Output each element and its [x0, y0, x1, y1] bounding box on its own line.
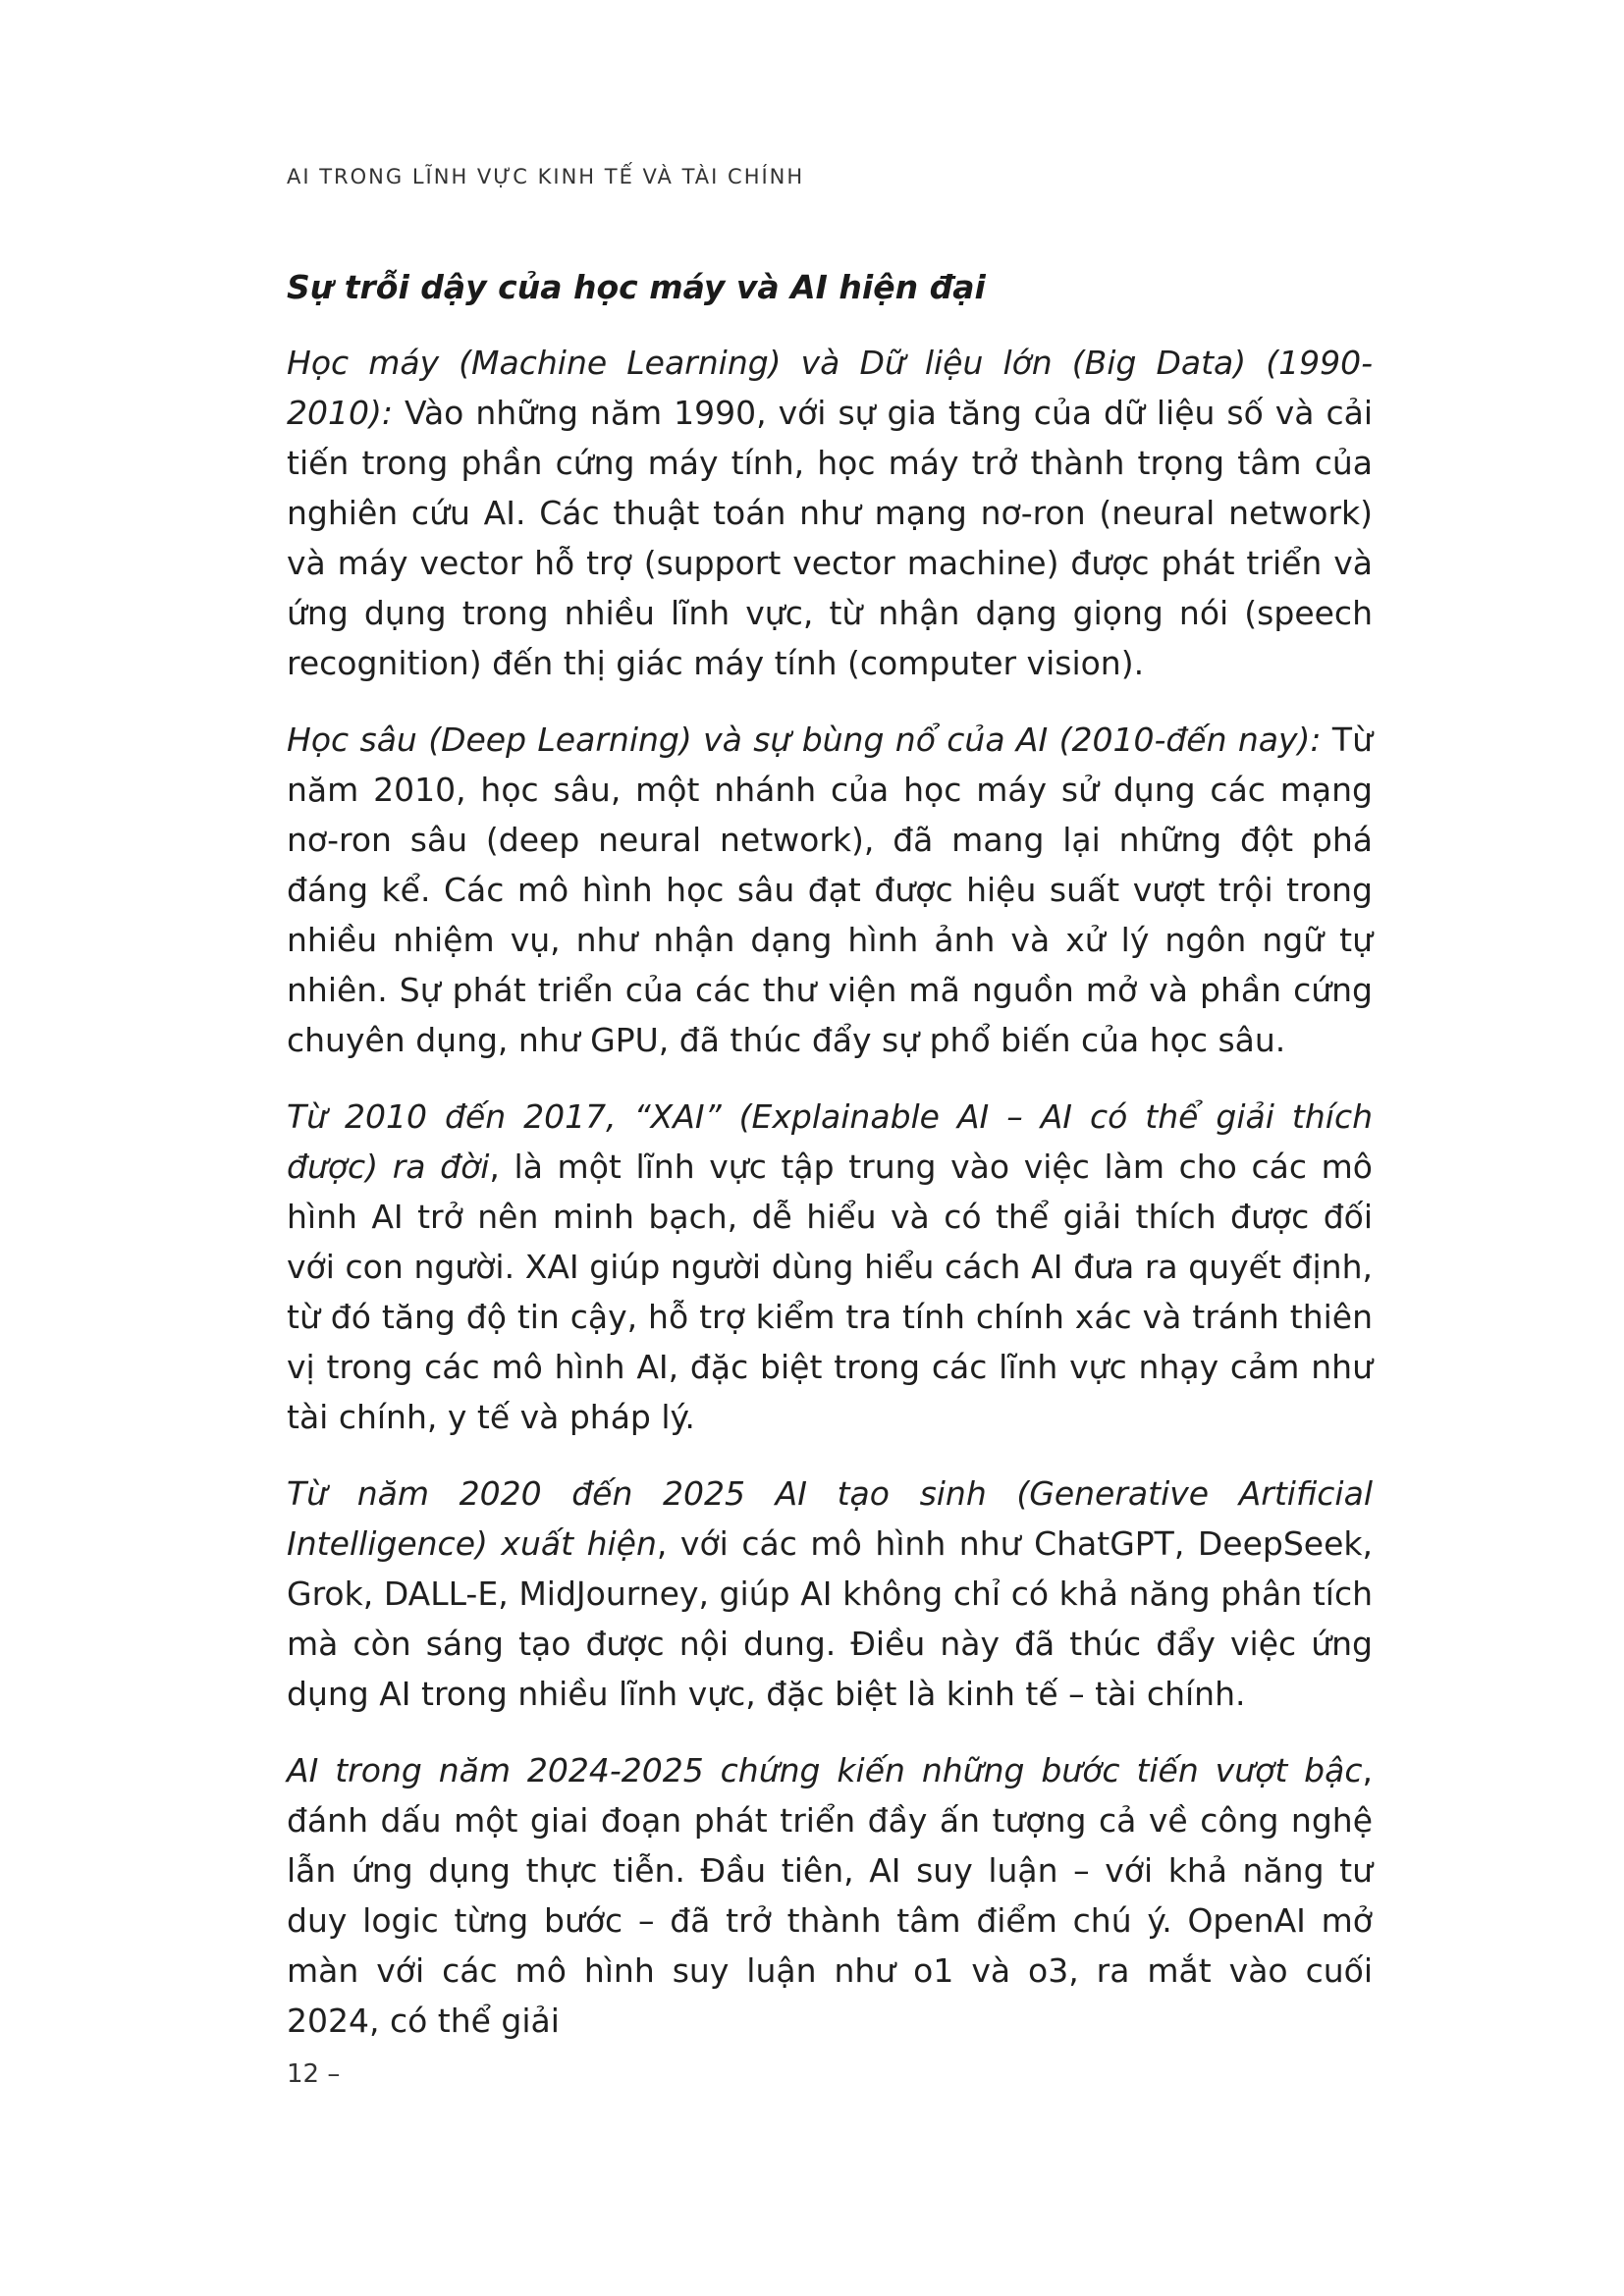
running-header: AI TRONG LĨNH VỰC KINH TẾ VÀ TÀI CHÍNH [287, 165, 805, 188]
page-content [287, 263, 1373, 2072]
paragraph-deep-learning [287, 715, 1373, 1065]
paragraph-lead: AI trong năm 2024-2025 chứng kiến những bước tiến vượt bậc [287, 1751, 1363, 1789]
paragraph-machine-learning [287, 338, 1373, 688]
paragraph-body: Từ năm 2010, học sâu, một nhánh của học máy sử dụng các mạng nơ-ron sâu (deep neural network), đã mang lại những đột phá đáng kể. Các mô hình học sâu đạt được hiệu suất vượt trội trong nhiều nhiệm vụ, như nhận dạng hình ảnh và xử lý ngôn ngữ tự nhiên. Sự phát triển của các thư viện mã nguồn mở và phần cứng chuyên dụng, như GPU, đã thúc đẩy sự phổ biến của học sâu. [287, 721, 1374, 1059]
paragraph-body: , với các mô hình như ChatGPT, DeepSeek, Grok, DALL-E, MidJourney, giúp AI không chỉ có khả năng phân tích mà còn sáng tạo được nội dung. Điều này đã thúc đẩy việc ứng dụng AI trong nhiều lĩnh vực, đặc biệt là kinh tế – tài chính. [287, 1524, 1373, 1713]
paragraph-ai-2024-2025 [287, 1745, 1373, 2046]
paragraph-generative-ai [287, 1468, 1373, 1719]
page-number: 12 – [287, 2059, 341, 2089]
paragraph-body: , là một lĩnh vực tập trung vào việc làm cho các mô hình AI trở nên minh bạch, dễ hiểu và có thể giải thích được đối với con người. XAI giúp người dùng hiểu cách AI đưa ra quyết định, từ đó tăng độ tin cậy, hỗ trợ kiểm tra tính chính xác và tránh thiên vị trong các mô hình AI, đặc biệt trong các lĩnh vực nhạy cảm như tài chính, y tế và pháp lý. [287, 1148, 1373, 1436]
paragraph-lead: Từ 2010 đến 2017, “XAI” (Explainable AI – AI có thể giải thích được) ra đời [287, 1097, 1373, 1186]
section-title: Sự trỗi dậy của học máy và AI hiện đại [287, 268, 986, 306]
paragraph-body: Vào những năm 1990, với sự gia tăng của dữ liệu số và cải tiến trong phần cứng máy tính, học máy trở thành trọng tâm của nghiên cứu AI. Các thuật toán như mạng nơ-ron (neural network) và máy vector hỗ trợ (support vector machine) được phát triển và ứng dụng trong nhiều lĩnh vực, từ nhận dạng giọng nói (speech recognition) đến thị giác máy tính (computer vision). [287, 394, 1373, 682]
paragraph-lead: Từ năm 2020 đến 2025 AI tạo sinh (Generative Artificial Intelligence) xuất hiện [287, 1474, 1373, 1563]
paragraph-lead: Học máy (Machine Learning) và Dữ liệu lớn (Big Data) (1990-2010): [287, 344, 1373, 432]
paragraph-body: , đánh dấu một giai đoạn phát triển đầy ấn tượng cả về công nghệ lẫn ứng dụng thực tiễn. Đầu tiên, AI suy luận – với khả năng tư duy logic từng bước – đã trở thành tâm điểm chú ý. OpenAI mở màn với các mô hình suy luận như o1 và o3, ra mắt vào cuối 2024, có thể giải [287, 1751, 1373, 2040]
paragraph-xai [287, 1092, 1373, 1442]
paragraph-lead: Học sâu (Deep Learning) và sự bùng nổ của AI (2010-đến nay): [287, 721, 1322, 759]
